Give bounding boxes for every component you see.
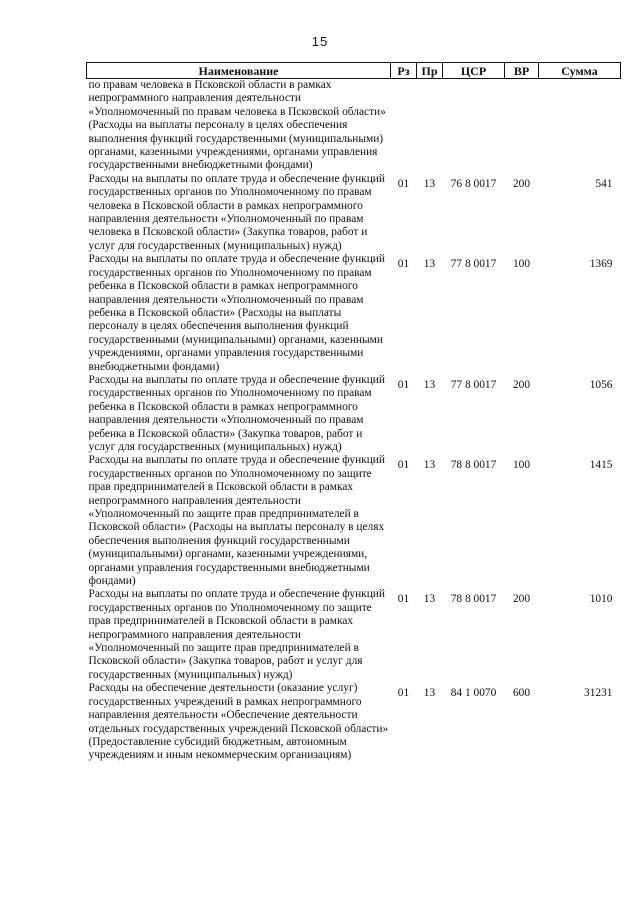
row-sum: 1369 <box>589 258 613 271</box>
row-csr: 78 8 0017 <box>450 593 497 606</box>
row-csr: 77 8 0017 <box>450 258 497 271</box>
row-name: Расходы на выплаты по оплате труда и обеспечение функций государственных органов по Уполномоченному по правам человека в Псковской области в рамках непрограммного направления деятельности «Уполномоченный по правам человека в Псковской области» (Закупка товаров, работ и услуг для государственных (муниципальных) нужд) <box>88 172 385 252</box>
row-vr: 100 <box>512 258 531 271</box>
row-csr: 76 8 0017 <box>450 177 497 190</box>
row-pr: 13 <box>423 258 436 271</box>
row-pr: 13 <box>423 378 436 391</box>
row-sum: 1010 <box>589 593 613 606</box>
table-body <box>87 79 621 763</box>
row-name: по правам человека в Псковской области в рамках непрограммного направления деятельности «Уполномоченный по правам человека в Псковской области» (Расходы на выплаты персоналу в целях обеспечения выполнения функций государственными (муниципальными) органами, казенными учреждениями, органами управления государственными внебюджетными фондами) <box>88 79 386 172</box>
table-row <box>87 173 621 253</box>
page-number: 15 <box>311 34 329 49</box>
budget-table <box>86 62 621 763</box>
row-csr: 77 8 0017 <box>450 378 497 391</box>
row-pr: 13 <box>423 459 436 472</box>
row-rz: 01 <box>397 177 410 190</box>
row-name: Расходы на выплаты по оплате труда и обеспечение функций государственных органов по Уполномоченному по правам ребенка в Псковской области в рамках непрограммного направления деятельности «Уполномоченный по правам ребенка в Псковской области» (Закупка товаров, работ и услуг для государственных (муниципальных) нужд) <box>88 373 385 453</box>
row-sum: 31231 <box>584 687 613 700</box>
row-vr <box>505 79 539 173</box>
row-sum <box>539 79 621 173</box>
row-pr: 13 <box>423 593 436 606</box>
row-pr: 13 <box>423 177 436 190</box>
row-rz: 01 <box>397 378 410 391</box>
header-row <box>87 63 621 79</box>
header-sum: Сумма <box>539 63 621 79</box>
row-sum: 1415 <box>589 459 613 472</box>
row-rz <box>391 79 417 173</box>
row-vr: 600 <box>512 687 531 700</box>
row-csr: 84 1 0070 <box>450 687 497 700</box>
row-pr <box>417 79 443 173</box>
table-header <box>87 63 621 79</box>
row-rz: 01 <box>397 459 410 472</box>
header-pr: Пр <box>417 63 443 79</box>
row-vr: 200 <box>512 177 531 190</box>
row-vr: 200 <box>512 593 531 606</box>
header-csr: ЦСР <box>443 63 505 79</box>
row-rz: 01 <box>397 687 410 700</box>
row-csr: 78 8 0017 <box>450 459 497 472</box>
header-rz: Рз <box>391 63 417 79</box>
table-row <box>87 588 621 682</box>
row-sum: 541 <box>595 177 613 190</box>
row-name: Расходы на выплаты по оплате труда и обеспечение функций государственных органов по Уполномоченному по защите прав предпринимателей в Псковской области в рамках непрограммного направления деятельности «Уполномоченный по защите прав предпринимателей в Псковской области» (Закупка товаров, работ и услуг для государственных (муниципальных) нужд) <box>88 588 385 681</box>
row-csr <box>443 79 505 173</box>
row-name: Расходы на выплаты по оплате труда и обеспечение функций государственных органов по Уполномоченному по защите прав предпринимателей в Псковской области в рамках непрограммного направления деятельности «Уполномоченный по защите прав предпринимателей в Псковской области» (Расходы на выплаты персоналу в целях обеспечения выполнения функций государственными (муниципальными) органами, казенными учреждениями, органами управления государственными внебюджетными фондами) <box>88 454 385 588</box>
row-vr: 100 <box>512 459 531 472</box>
row-pr: 13 <box>423 687 436 700</box>
table-row <box>87 374 621 454</box>
budget-table-container <box>86 62 620 763</box>
row-rz: 01 <box>397 593 410 606</box>
row-name: Расходы на выплаты по оплате труда и обеспечение функций государственных органов по Уполномоченному по правам ребенка в Псковской области в рамках непрограммного направления деятельности «Уполномоченный по правам ребенка в Псковской области» (Расходы на выплаты персоналу в целях обеспечения выполнения функций государственными (муниципальными) органами, казенными учреждениями, органами управления государственными внебюджетными фондами) <box>88 253 385 373</box>
row-rz: 01 <box>397 258 410 271</box>
table-row <box>87 454 621 588</box>
row-name: Расходы на обеспечение деятельности (оказание услуг) государственных учреждений в рамках непрограммного направления деятельности «Обеспечение деятельности отдельных государственных учреждений Псковской области» (Предоставление субсидий бюджетным, автономным учреждениям и иным некоммерческим организациям) <box>88 682 389 762</box>
table-row <box>87 79 621 173</box>
row-vr: 200 <box>512 378 531 391</box>
table-row <box>87 253 621 374</box>
table-row <box>87 682 621 762</box>
row-sum: 1056 <box>589 378 613 391</box>
header-vr: ВР <box>505 63 539 79</box>
header-name: Наименование <box>87 63 391 79</box>
